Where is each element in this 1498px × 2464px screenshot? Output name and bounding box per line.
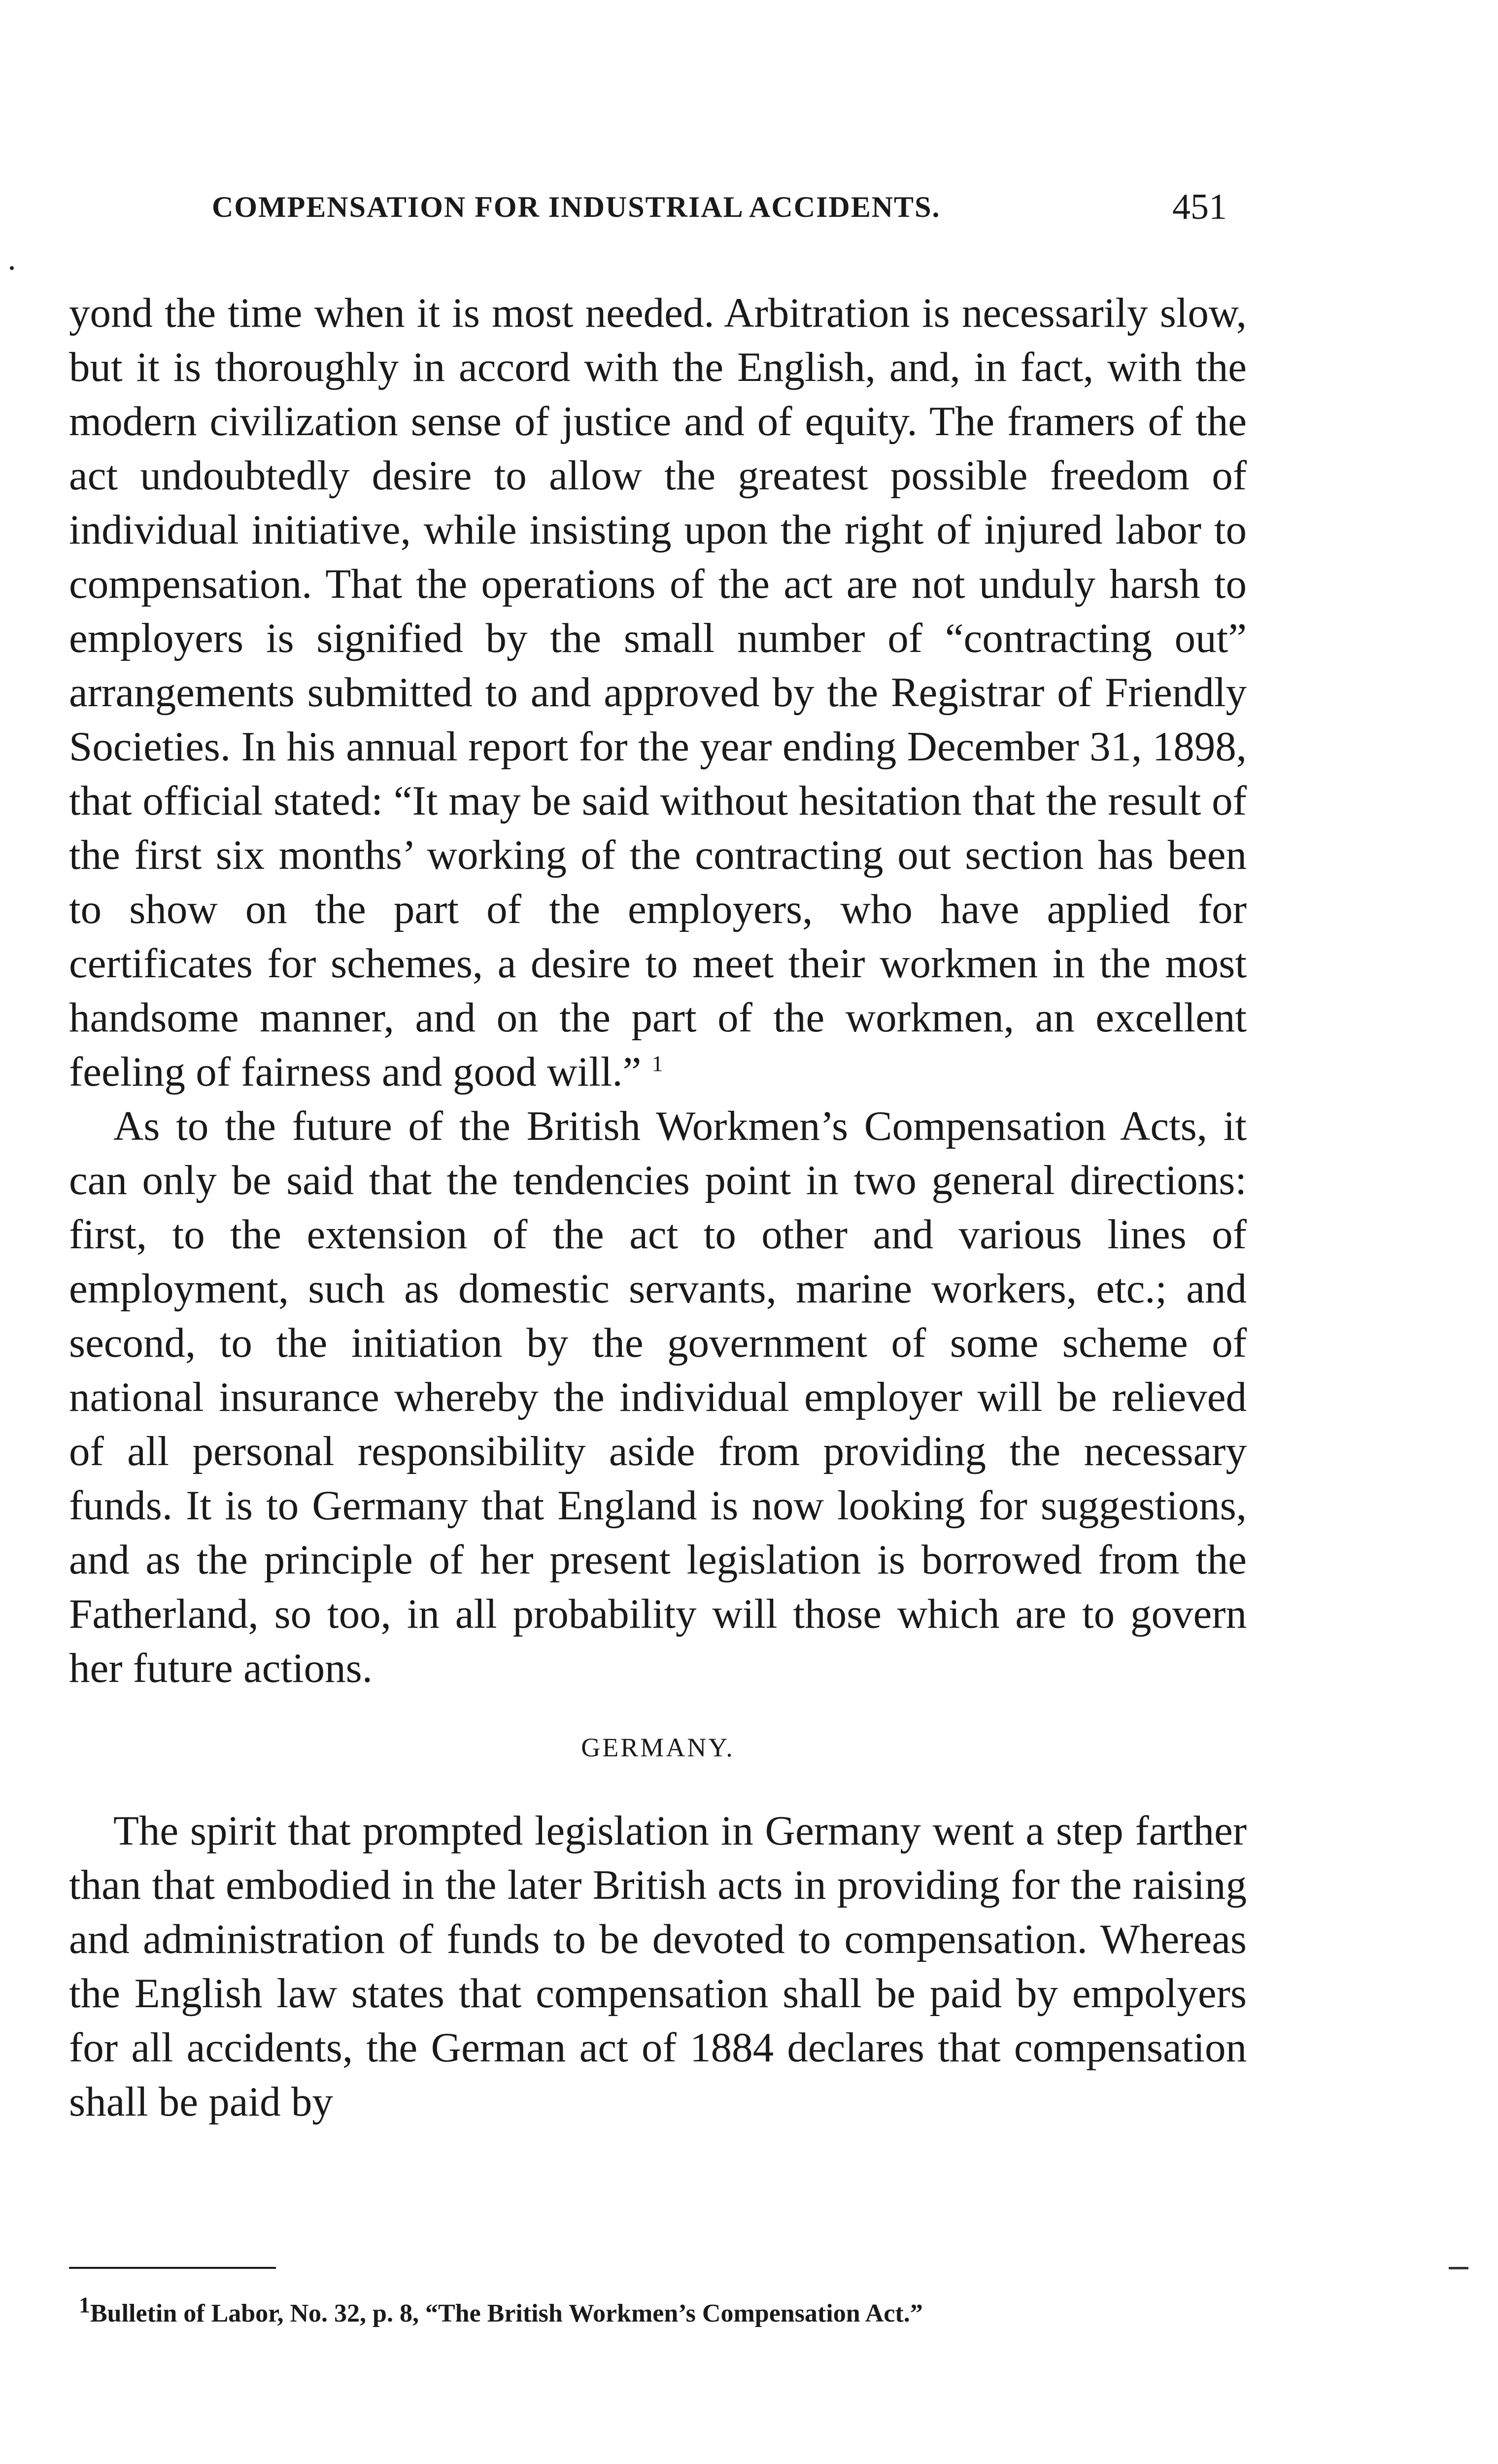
- paragraph-1-text: yond the time when it is most needed. Arbitration is necessarily slow, but it is thoroughly in accord with the English, and, in fact, with the modern civilization sense of justice and of equity. The framers of the act undoubtedly desire to allow the greatest possible freedom of individual initiative, while insisting upon the right of injured labor to compensation. That the operations of the act are not unduly harsh to employers is signified by the small number of “contracting out” arrangements submitted to and approved by the Registrar of Friendly Societies. In his annual report for the year ending December 31, 1898, that official stated: “It may be said without hesitation that the result of the first six months’ working of the contracting out section has been to show on the part of the employers, who have applied for certificates for schemes, a desire to meet their workmen in the most handsome manner, and on the part of the workmen, an excellent feeling of fairness and good will.”: [69, 290, 1247, 1095]
- footnote-reference: 1: [651, 1051, 663, 1076]
- footnote-marker: 1: [79, 2292, 90, 2318]
- paragraph-3: The spirit that prompted legislation in Germany went a step farther than that embodied in the later British acts in providing for the raising and administration of funds to be devoted to compensation. Whereas the English law states that compensation shall be paid by empolyers for all accidents, the German act of 1884 declares that compensation shall be paid by: [69, 1808, 1247, 2125]
- footnote-text: Bulletin of Labor, No. 32, p. 8, “The British Workmen’s Compensation Act.”: [90, 2299, 923, 2327]
- running-head: [69, 177, 1247, 237]
- body-text: [69, 286, 1247, 2129]
- paragraph-2: As to the future of the British Workmen’s Compensation Acts, it can only be said that the tendencies point in two general directions: first, to the extension of the act to other and various lines of employment, such as domestic servants, marine workers, etc.; and second, to the initiation by the government of some scheme of national insurance whereby the individual employer will be relieved of all personal responsibility aside from providing the necessary funds. It is to Germany that England is now looking for suggestions, and as the principle of her present legislation is borrowed from the Fatherland, so too, in all probability will those which are to govern her future actions.: [69, 1103, 1247, 1691]
- footnote-divider: [69, 2267, 276, 2269]
- edge-dash-mark: [1449, 2267, 1468, 2269]
- paragraph-1: [69, 286, 1247, 1099]
- stray-ink-mark: [10, 266, 14, 270]
- footnote: [79, 2292, 1247, 2336]
- running-title: COMPENSATION FOR INDUSTRIAL ACCIDENTS.: [212, 191, 941, 223]
- section-heading-germany: GERMANY.: [581, 1733, 735, 1762]
- book-page: [69, 128, 1247, 2444]
- page-number: 451: [1172, 187, 1227, 227]
